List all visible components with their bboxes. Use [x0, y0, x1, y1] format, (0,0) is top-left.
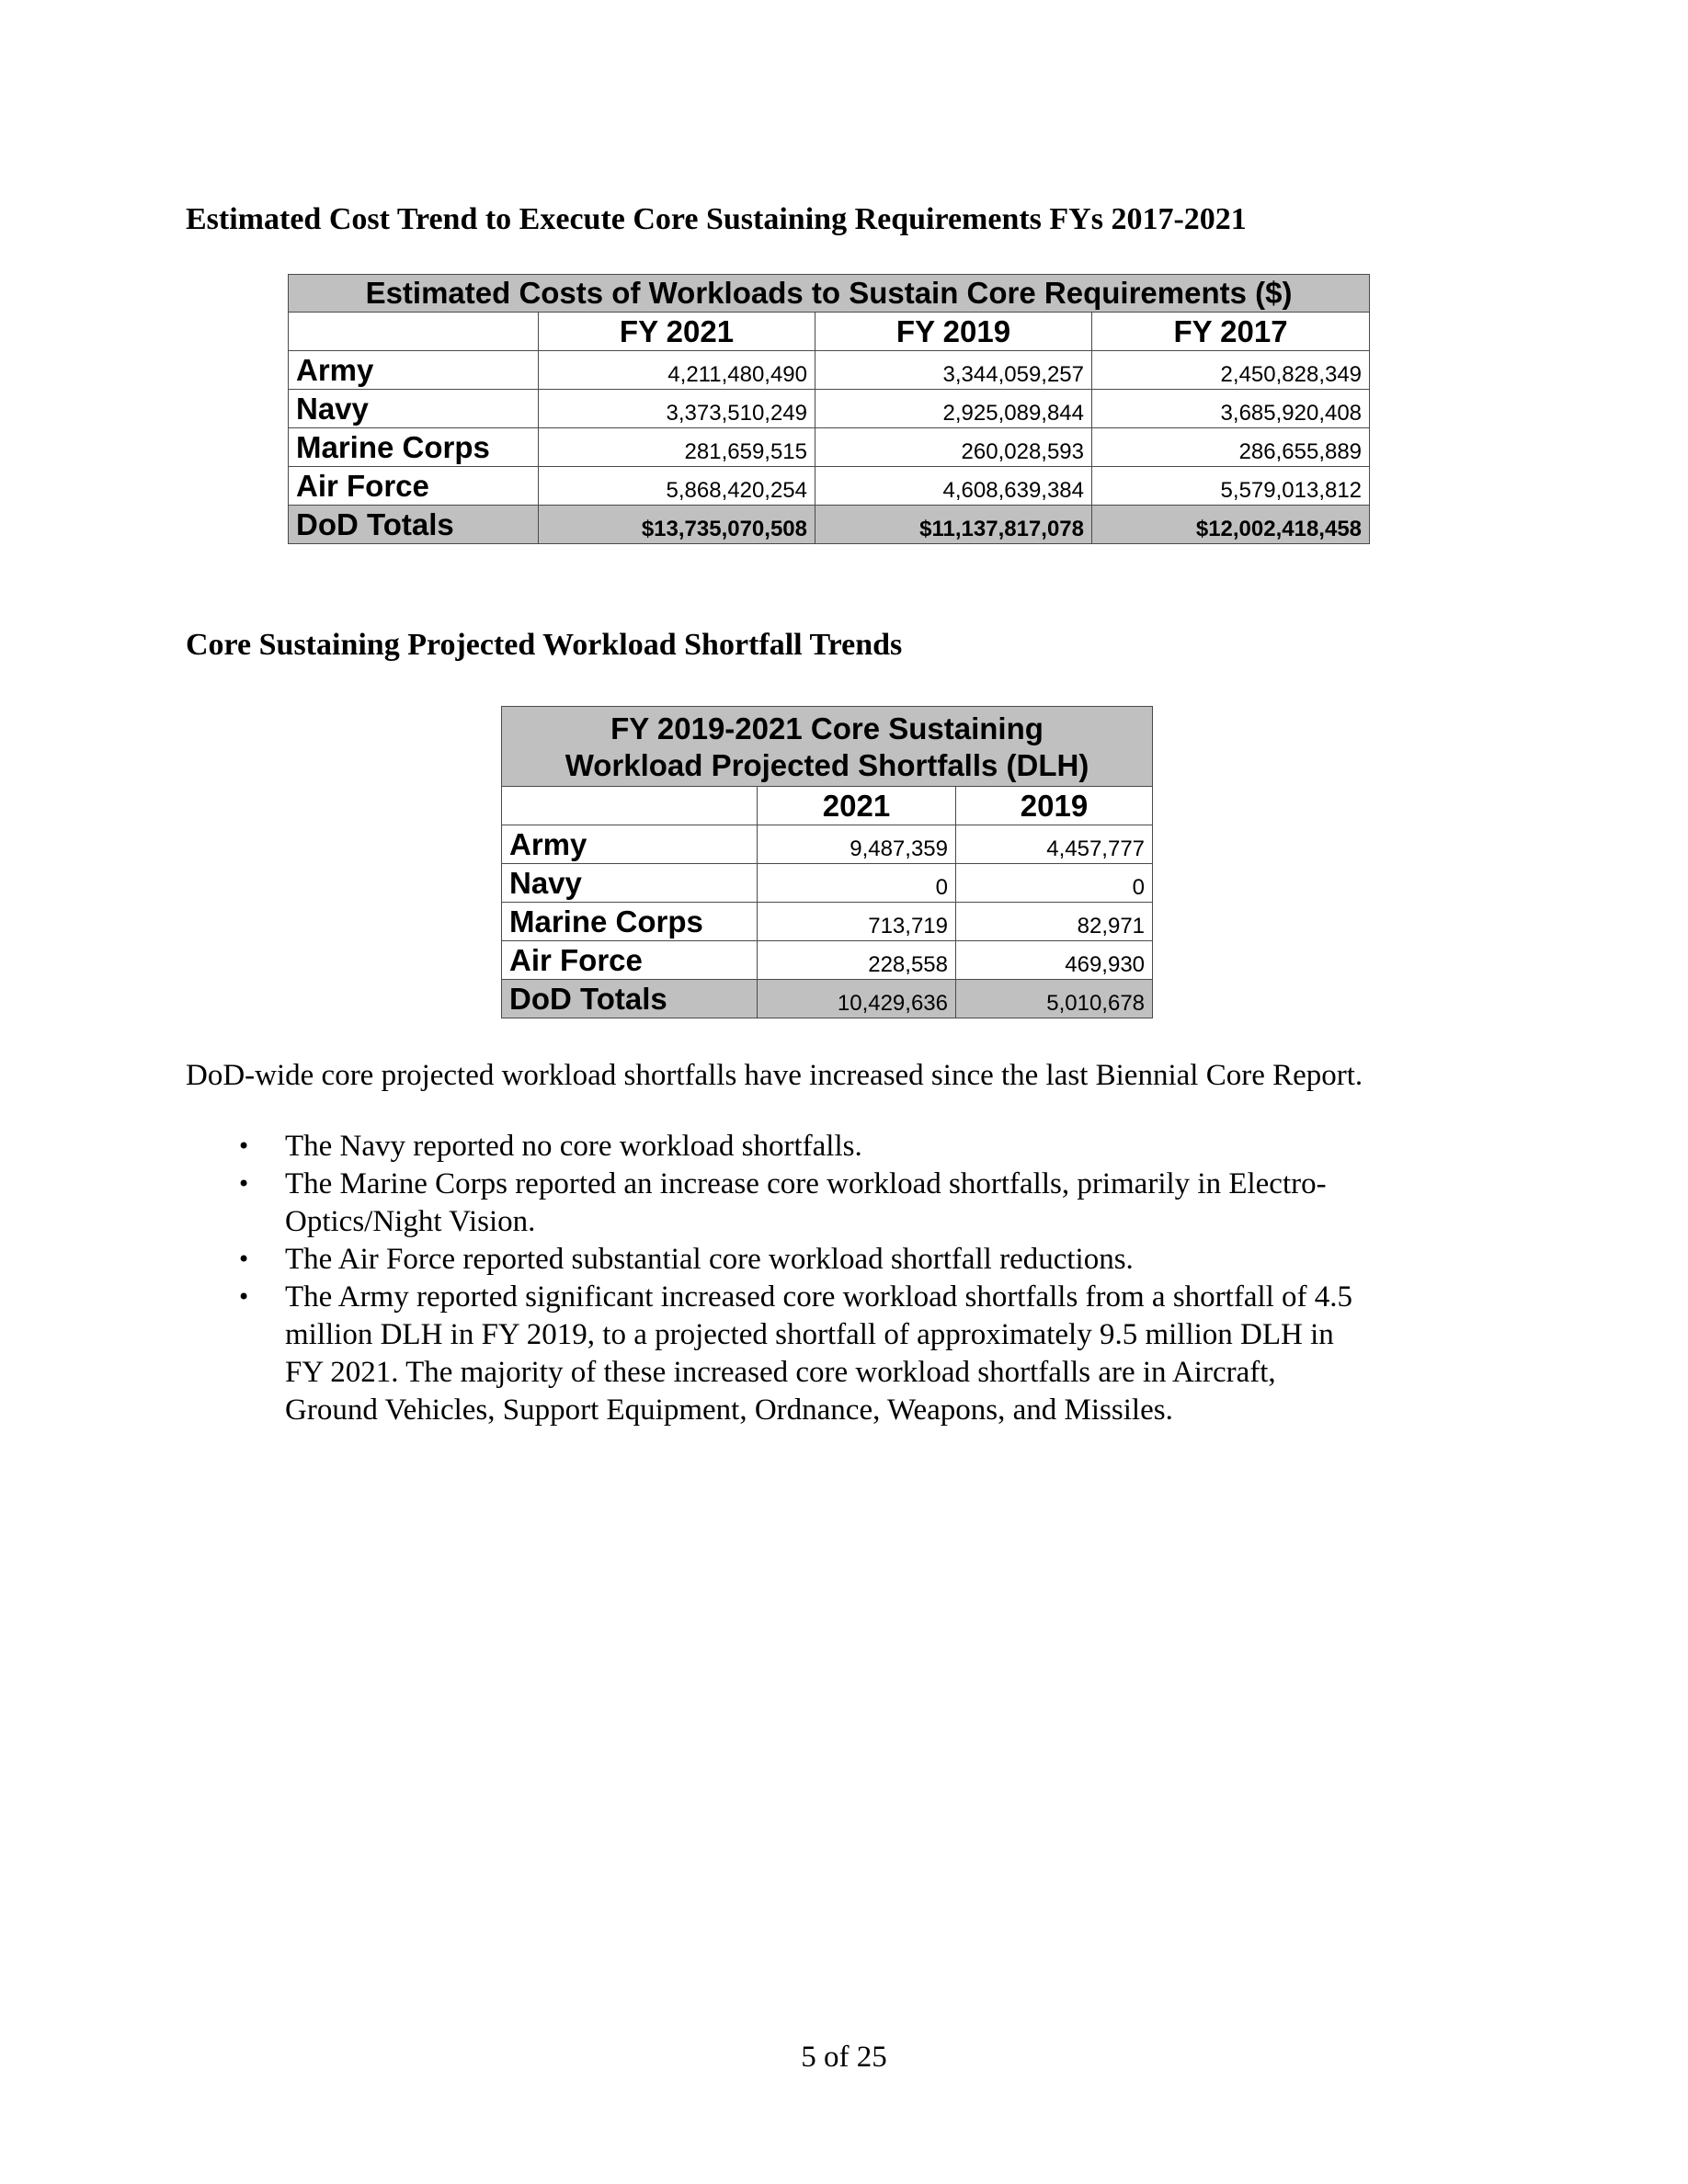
table-cell: 0 [956, 864, 1153, 903]
list-item-line: The Navy reported no core workload shortfalls. [285, 1130, 862, 1163]
table-title-line: FY 2019-2021 Core Sustaining [610, 711, 1044, 745]
list-item-line: Ground Vehicles, Support Equipment, Ordnance, Weapons, and Missiles. [285, 1393, 1173, 1427]
table-cell: 3,344,059,257 [815, 351, 1092, 390]
list-item [186, 1128, 1491, 1166]
list-item-line: The Army reported significant increased core workload shortfalls from a shortfall of 4.5 [285, 1280, 1353, 1314]
table-cell: 469,930 [956, 941, 1153, 980]
row-label: DoD Totals [289, 506, 539, 544]
table-cell: 5,868,420,254 [539, 467, 815, 506]
bullet-icon: • [237, 1246, 251, 1272]
section-heading-cost-trend: Estimated Cost Trend to Execute Core Sustaining Requirements FYs 2017-2021 [186, 202, 1247, 236]
column-header: 2019 [956, 787, 1153, 825]
table-cell: 281,659,515 [539, 428, 815, 467]
list-item-line: Optics/Night Vision. [285, 1205, 536, 1238]
cost-table [288, 274, 1370, 544]
row-label: Army [502, 825, 758, 864]
list-item-line: The Air Force reported substantial core workload shortfall reductions. [285, 1243, 1134, 1276]
row-label: Air Force [289, 467, 539, 506]
list-item-line: The Marine Corps reported an increase core workload shortfalls, primarily in Electro- [285, 1167, 1327, 1200]
table-cell: 286,655,889 [1092, 428, 1370, 467]
table-cell: 260,028,593 [815, 428, 1092, 467]
section-heading-shortfall-trends: Core Sustaining Projected Workload Shortfall Trends [186, 628, 903, 662]
table-cell: 3,685,920,408 [1092, 390, 1370, 428]
findings-list [186, 1128, 1491, 1429]
table-cell: 4,457,777 [956, 825, 1153, 864]
list-item [186, 1166, 1491, 1241]
table-row [289, 467, 1370, 506]
total-cell: 5,010,678 [956, 980, 1153, 1018]
row-label: DoD Totals [502, 980, 758, 1018]
table-row [289, 351, 1370, 390]
list-item-line: million DLH in FY 2019, to a projected shortfall of approximately 9.5 million DLH in [285, 1318, 1334, 1351]
corner-cell [289, 313, 539, 351]
table-cell: 2,925,089,844 [815, 390, 1092, 428]
column-header: FY 2021 [539, 313, 815, 351]
totals-row [289, 506, 1370, 544]
table-title-line: Workload Projected Shortfalls (DLH) [565, 748, 1089, 782]
row-label: Marine Corps [502, 903, 758, 941]
bullet-icon: • [237, 1284, 251, 1310]
list-item [186, 1279, 1491, 1429]
table-cell: 0 [758, 864, 956, 903]
row-label: Army [289, 351, 539, 390]
table-row [502, 864, 1153, 903]
list-item [186, 1241, 1491, 1279]
table-cell: 82,971 [956, 903, 1153, 941]
bullet-icon: • [237, 1171, 251, 1197]
corner-cell [502, 787, 758, 825]
row-label: Navy [502, 864, 758, 903]
row-label: Marine Corps [289, 428, 539, 467]
total-cell: $12,002,418,458 [1092, 506, 1370, 544]
table-title: Estimated Costs of Workloads to Sustain Core Requirements ($) [289, 275, 1370, 313]
total-cell: 10,429,636 [758, 980, 956, 1018]
table-row [502, 903, 1153, 941]
table-title [502, 707, 1153, 787]
table-cell: 2,450,828,349 [1092, 351, 1370, 390]
list-item-line: FY 2021. The majority of these increased core workload shortfalls are in Aircraft, [285, 1356, 1276, 1389]
table-cell: 5,579,013,812 [1092, 467, 1370, 506]
bullet-icon: • [237, 1133, 251, 1159]
table-row [289, 390, 1370, 428]
total-cell: $11,137,817,078 [815, 506, 1092, 544]
page-number: 5 of 25 [801, 2041, 887, 2074]
table-cell: 713,719 [758, 903, 956, 941]
table-cell: 228,558 [758, 941, 956, 980]
column-header: FY 2019 [815, 313, 1092, 351]
totals-row [502, 980, 1153, 1018]
row-label: Air Force [502, 941, 758, 980]
table-cell: 9,487,359 [758, 825, 956, 864]
table-row [502, 825, 1153, 864]
total-cell: $13,735,070,508 [539, 506, 815, 544]
table-cell: 4,608,639,384 [815, 467, 1092, 506]
column-header: FY 2017 [1092, 313, 1370, 351]
summary-paragraph: DoD-wide core projected workload shortfalls have increased since the last Biennial Core Report. [186, 1059, 1363, 1092]
column-header: 2021 [758, 787, 956, 825]
table-row [289, 428, 1370, 467]
table-cell: 4,211,480,490 [539, 351, 815, 390]
shortfall-table [501, 706, 1153, 1018]
row-label: Navy [289, 390, 539, 428]
table-row [502, 941, 1153, 980]
table-cell: 3,373,510,249 [539, 390, 815, 428]
